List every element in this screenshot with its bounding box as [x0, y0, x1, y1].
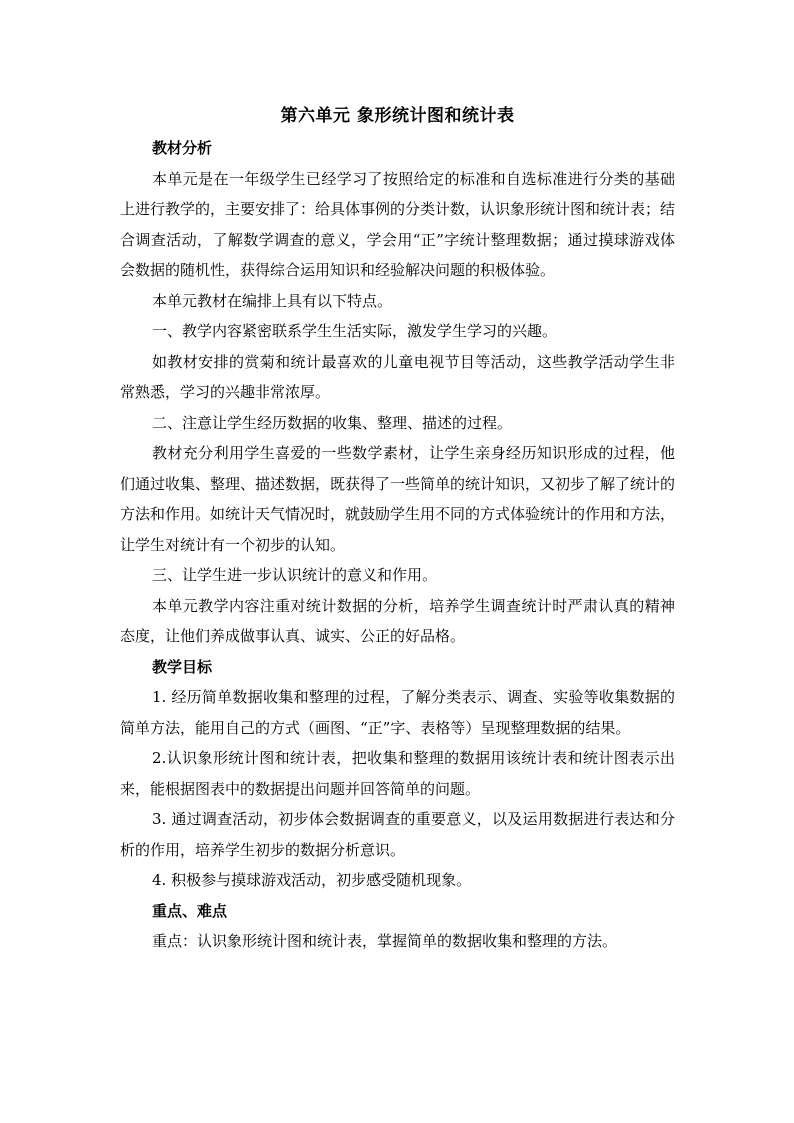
- goal-item: 3. 通过调查活动，初步体会数据调查的重要意义，以及运用数据进行表达和分析的作用，培养学生初步的数据分析意识。: [120, 810, 675, 859]
- goal-item: 2.认识象形统计图和统计表，把收集和整理的数据用该统计表和统计图表示出来，能根据图表中的数据提出问题并回答简单的问题。: [120, 749, 675, 798]
- section-heading-key-points: 重点、难点: [152, 901, 228, 920]
- paragraph: 本单元是在一年级学生已经学习了按照给定的标准和自选标准进行分类的基础上进行教学的，主要安排了：给具体事例的分类计数，认识象形统计图和统计表；结合调查活动，了解数学调查的意义，学会用“正”字统计整理数据；通过摸球游戏体会数据的随机性，获得综合运用知识和经验解决问题的积极体验。: [120, 169, 676, 279]
- paragraph: 本单元教学内容注重对统计数据的分析，培养学生调查统计时严肃认真的精神态度，让他们养成做事认真、诚实、公正的好品格。: [120, 596, 675, 645]
- document-body: [120, 103, 675, 957]
- section-heading-textbook-analysis: 教材分析: [152, 139, 213, 157]
- paragraph: 一、教学内容紧密联系学生生活实际，激发学生学习的兴趣。: [152, 322, 558, 340]
- goal-item: 4. 积极参与摸球游戏活动，初步感受随机现象。: [152, 871, 472, 889]
- paragraph: 二、注意让学生经历数据的收集、整理、描述的过程。: [152, 413, 513, 432]
- paragraph: 本单元教材在编排上具有以下特点。: [152, 291, 393, 310]
- paragraph: 三、让学生进一步认识统计的意义和作用。: [152, 566, 438, 584]
- paragraph: 如教材安排的赏菊和统计最喜欢的儿童电视节目等活动，这些教学活动学生非常熟悉，学习的兴趣非常浓厚。: [120, 352, 675, 401]
- paragraph: 重点：认识象形统计图和统计表，掌握简单的数据收集和整理的方法。: [152, 932, 618, 950]
- goal-item: 1. 经历简单数据收集和整理的过程，了解分类表示、调查、实验等收集数据的简单方法，能用自己的方式（画图、“正”字、表格等）呈现整理数据的结果。: [120, 688, 675, 737]
- paragraph: 教材充分利用学生喜爱的一些数学素材，让学生亲身经历知识形成的过程，他们通过收集、整理、描述数据，既获得了一些简单的统计知识，又初步了解了统计的方法和作用。如统计天气情况时，就鼓励学生用不同的方式体验统计的作用和方法，让学生对统计有一个初步的认知。: [120, 444, 676, 554]
- document-title: 第六单元 象形统计图和统计表: [280, 106, 515, 126]
- section-heading-teaching-goals: 教学目标: [152, 657, 213, 676]
